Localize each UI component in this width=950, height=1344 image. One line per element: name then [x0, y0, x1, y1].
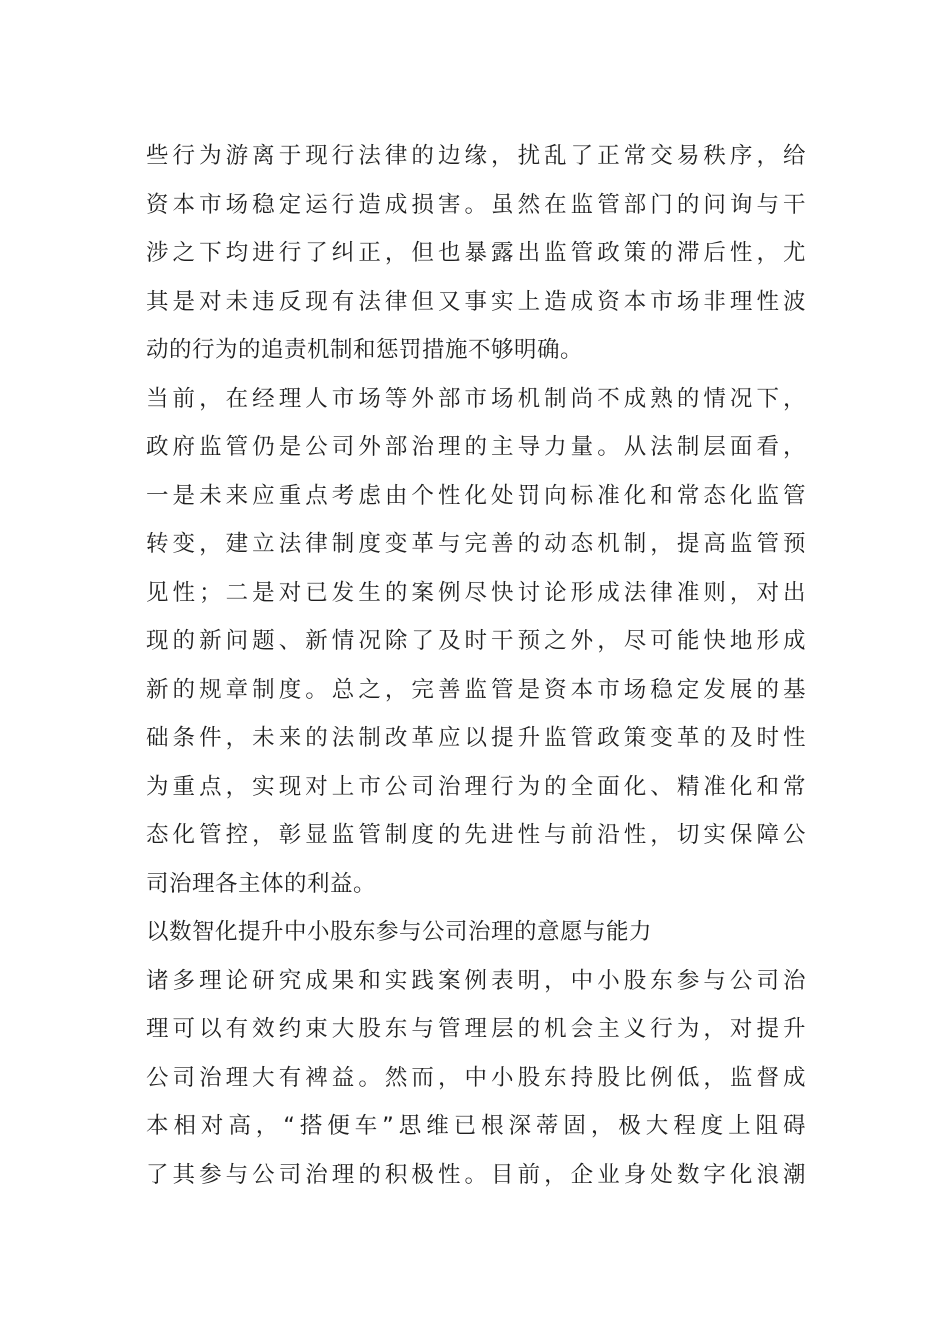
text-line: 本相对高，“搭便车”思维已根深蒂固，极大程度上阻碍: [146, 1113, 806, 1139]
text-line: 理可以有效约束大股东与管理层的机会主义行为，对提升: [146, 1016, 806, 1042]
text-line: 公司治理大有裨益。然而，中小股东持股比例低，监督成: [146, 1064, 806, 1091]
text-line: 态化管控，彰显监管制度的先进性与前沿性，切实保障公: [146, 822, 806, 848]
paragraph: [146, 375, 806, 909]
text-line: 诸多理论研究成果和实践案例表明，中小股东参与公司治: [146, 967, 806, 994]
text-line: 其是对未违反现有法律但又事实上造成资本市场非理性波: [146, 288, 806, 315]
text-line: 当前，在经理人市场等外部市场机制尚不成熟的情况下，: [146, 385, 806, 412]
text-line: 础条件，未来的法制改革应以提升监管政策变革的及时性: [146, 725, 806, 751]
text-line: 新的规章制度。总之，完善监管是资本市场稳定发展的基: [146, 676, 806, 703]
text-line: 些行为游离于现行法律的边缘，扰乱了正常交易秩序，给: [146, 143, 806, 169]
text-line: 司治理各主体的利益。: [146, 870, 377, 897]
section-heading: [146, 908, 806, 957]
text-line: 见性；二是对已发生的案例尽快讨论形成法律准则，对出: [146, 579, 806, 606]
text-line: 涉之下均进行了纠正，但也暴露出监管政策的滞后性，尤: [146, 240, 806, 266]
text-line: 动的行为的追责机制和惩罚措施不够明确。: [146, 337, 584, 363]
heading-line: 以数智化提升中小股东参与公司治理的意愿与能力: [146, 919, 653, 945]
document-body: [146, 132, 806, 1199]
text-line: 了其参与公司治理的积极性。目前，企业身处数字化浪潮: [146, 1161, 806, 1188]
text-line: 转变，建立法律制度变革与完善的动态机制，提高监管预: [146, 531, 806, 557]
text-line: 现的新问题、新情况除了及时干预之外，尽可能快地形成: [146, 628, 806, 654]
text-line: 为重点，实现对上市公司治理行为的全面化、精准化和常: [146, 773, 806, 800]
text-line: 资本市场稳定运行造成损害。虽然在监管部门的问询与干: [146, 191, 806, 218]
paragraph: [146, 132, 806, 375]
text-line: 政府监管仍是公司外部治理的主导力量。从法制层面看，: [146, 434, 806, 460]
text-line: 一是未来应重点考虑由个性化处罚向标准化和常态化监管: [146, 482, 806, 509]
paragraph: [146, 957, 806, 1200]
